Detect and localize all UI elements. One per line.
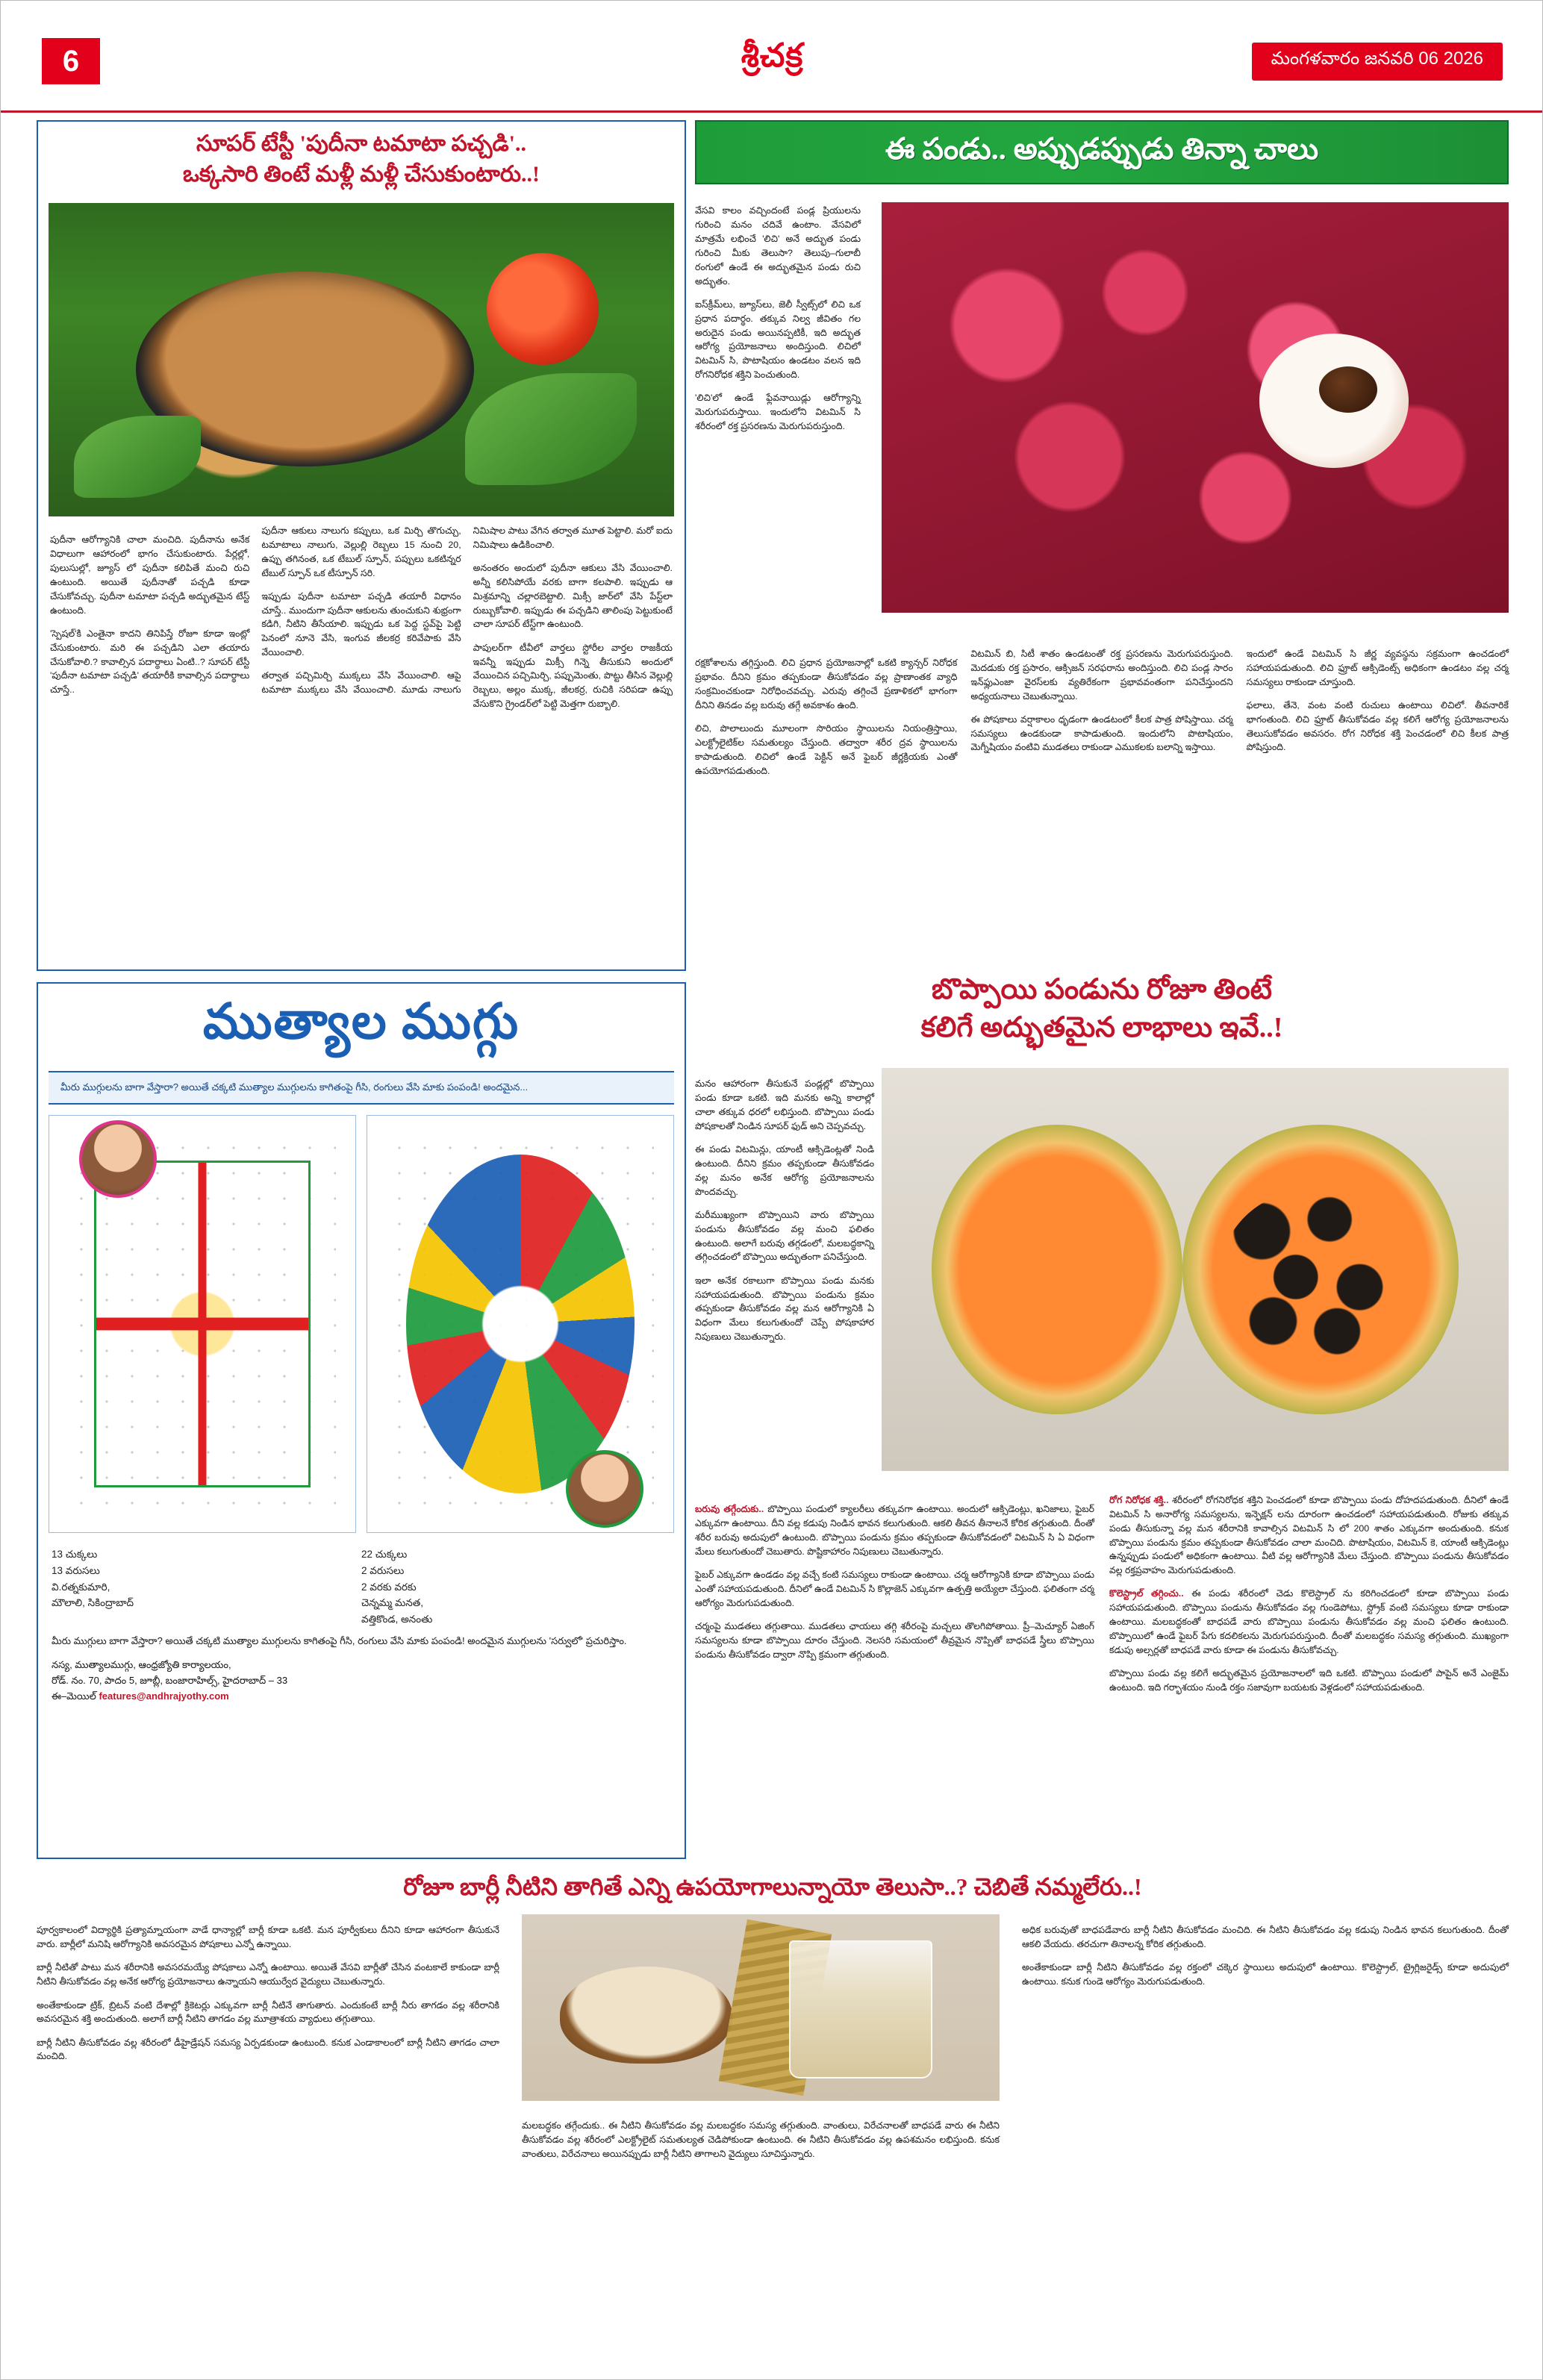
papaya-headline-line1: బొప్పాయి పండును రోజూ తింటే [931,974,1272,1005]
credit-line: వత్తికొండ, అనంతు [361,1614,433,1625]
barley-columns [37,1914,1509,2332]
barley-column-2 [522,2110,1000,2332]
litchi-banner [695,120,1509,184]
barley-paragraph: అంతేకాకుండా బార్లీ నీటిని తీసుకోవడం వల్ల రక్తంలో చక్కెర స్థాయిలు అదుపులో ఉంటాయి. కొలెస్ట్రాల్, ట్రైగ్లిజరైడ్స్ కూడా అదుపులో ఉంటాయి. కనుక గుండె ఆరోగ్యం మెరుగుపడుతుంది. [1022,1962,1509,1987]
papaya-paragraph: చర్మంపై ముడతలు తగ్గుతాయి. ముడతలు ఛాయలు తగ్గి శరీరంపై మచ్చలు తొలగిపోతాయి. ప్రీ–మెచ్యూర్ ఏజింగ్ సమస్యలను కూడా బొప్పాయి దూరం చేస్తుంది. నెలసరి సమయంలో తీవ్రమైన నొప్పితో బాధపడే స్త్రీలు బొప్పాయి పండును తీసుకోవడం ద్వారా నొప్పి క్రమంగా తగ్గుతుంది. [695,1621,1094,1660]
article-papaya [695,971,1509,1859]
chutney-paragraph: తర్వాత పచ్చిమిర్చి ముక్కలు వేసి వేయించాలి. ఆపై టమాటా ముక్కలు వేసి వేయించాలి. మూడు నాలుగు నిమిషాల పాటు వేగిన తర్వాత మూత పెట్టాలి. మరో ఐదు నిమిషాలు ఉడికించాలి. [261,525,673,696]
rangoli-pattern-circular [406,1155,635,1493]
muggu-submission-note: మీరు ముగ్గులు బాగా వేస్తారా? అయితే చక్కటి ముత్యాల ముగ్గులను కాగితంపై గీసి, రంగులు వేసి మాకు పంపండి! అందమైన ముగ్గులను 'సర్వులో' ప్రచురిస్తాం. [52,1635,627,1647]
rangoli-pattern-square [94,1161,311,1487]
article-litchi [695,120,1509,967]
litchi-bottom-columns [695,643,1509,956]
litchi-paragraph: 'లిచి'లో ఉండే ఫ్లేవనాయిడ్లు ఆరోగ్యాన్ని మెరుగుపరుస్తాయి. ఇందులోని విటమిన్ సి శరీరంలో రక్త ప్రసరణను మెరుగుపరుస్తుంది. [695,393,861,431]
chutney-paragraph: పుదీనా ఆకులు నాలుగు కప్పులు, ఒక మిర్చి తొగుచ్చు, టమాటాలు నాలుగు, వెల్లుల్లి రెబ్బలు 15 నుంచి 20, ఉప్పు తగినంత, ఒక టేబుల్ స్పూన్, పప్పులు ఒకటిన్నర టేబుల్ స్పూన్ ఒక టీస్పూన్ సరి. [261,525,461,578]
credit-line: 13 వరుసలు [52,1564,100,1576]
credit-line: 2 వరకు వరకు [361,1581,417,1593]
mint-leaves-right [465,373,637,485]
papaya-subsection-text: ఈ పండు శరీరంలో చెడు కొలెస్ట్రాల్ ను కరిగించడంలో కూడా బొప్పాయి పండు సహాయపడుతుంది. బొప్పాయి పండును తీసుకోవడం వల్ల గుండెపోటు, స్ట్రోక్ వంటి సమస్యలు కూడా రాకుండా ఉంటాయి. మలబద్ధకంతో బాధపడే వారు బొప్పాయి పండును తీసుకోవడం వల్ల మంచి ఫలితం ఉంటుంది. బొప్పాయిలో ఉండే ఫైబర్ పేగు కదలికలను మెరుగుపరుస్తుంది. దీంతో మలబద్ధకం సమస్య తగ్గుతుంది. ముఖ్యంగా కడుపు అల్సర్లతో బాధపడే వారు కూడా ఈ పండును తీసుకోవచ్చు. [1109,1588,1509,1655]
article-barley-water [37,1870,1509,2363]
chutney-paragraph: 'స్పెషల్'కి ఎంతైనా కాదని తినిపిస్తే రోజూ కూడా ఇంట్లో చేసుకుంటారు. మరి ఈ పచ్చడిని ఎలా తయారు చేసుకోవాలి.? కావాల్సిన పదార్థాలు ఏంటి..? సూపర్ టేస్టీ 'పుదీనా టమాటా పచ్చడి' తయారీకి కావాల్సిన పదార్థాలు చూస్తే.. [50,628,250,696]
litchi-banner-text: ఈ పండు.. అప్పుడప్పుడు తిన్నా చాలు [885,131,1319,166]
credit-line: 22 చుక్కలు [361,1548,408,1560]
barley-paragraph: అంతేకాకుండా ట్రిక్, బ్రిటన్ వంటి దేశాల్లో క్రికెటర్లు ఎక్కువగా బార్లీ నీటినే తాగుతారు. ఎందుకంటే బార్లీ నీరు తాగడం వల్ల శరీరానికి అవసరమైన శక్తి అందుతుంది. అలాగే బార్లీ నీటిని తాగడం వల్ల మూత్రాశయ వ్యాధులు తగ్గుతాయి. [37,1999,499,2025]
muggu-credit-right [361,1546,671,1628]
email-row [52,1688,671,1704]
muggu-title [38,984,685,1066]
chutney-paragraph: పుదీనా ఆరోగ్యానికి చాలా మంచిది. పుదీనాను అనేక విధాలుగా ఆహారంలో భాగం చేసుకుంటారు. పేర్లల్లో, పులుసుల్లో, జ్యూస్‌ లో పుదీనా కలిపితే మంచి రుచి ఉంటుంది. అయితే పుదీనాతో పచ్చడి కూడా చేసుకోవచ్చు. పుదీనా టమాటా పచ్చడి అద్భుతమైన టేస్ట్ ఉంటుంది. [50,534,250,616]
rangoli-right [367,1115,674,1533]
papaya-paragraph: మనం ఆహారంగా తీసుకునే పండ్లల్లో బొప్పాయి పండు కూడా ఒకటి. ఇది మనకు అన్ని కాలాల్లో చాలా తక్కువ ధరలో లభిస్తుంది. బొప్పాయి పండు పోషకాలతో నిండిన సూపర్ ఫుడ్ అని చెప్పవచ్చు. [695,1078,874,1131]
credit-line: 13 చుక్కలు [52,1548,98,1560]
email-address[interactable]: features@andhrajyothy.com [99,1690,229,1702]
chutney-paragraph: అనంతరం అందులో పుదీనా ఆకులు వేసి వేయించాలి. అన్నీ కలిసిపోయే వరకు బాగా కలపాలి. ఇప్పుడు ఆ మిశ్రమాన్ని చల్లారబెట్టాలి. మిక్సీ జార్‌లో వేసి పేస్ట్‌లా రుబ్బుకోవాలి. ఇప్పుడు ఈ పచ్చడిని తాలింపు పెట్టుకుంటే చాలా సూపర్ టేస్ట్‌గా ఉంటుంది. [473,563,673,630]
papaya-photo [882,1068,1509,1471]
litchi-paragraph: లిచి, పొలాలుందు మూలంగా సొరియం స్థాయిలను నియంత్రిస్తాయి, ఎలక్ట్రోలైటిక్‌ల సమతుల్యం చేస్తుంది. తద్వారా శరీర ద్రవ స్థాయిలను కాపాడుతుంది. లిచిలో ఉండే పెక్టిన్‌ అనే ఫైబర్ జీర్ణక్రియకు ఎంతో ఉపయోగపడుతుంది. [695,723,958,776]
barley-paragraph: అధిక బరువుతో బాధపడేవారు బార్లీ నీటిని తీసుకోవడం మంచిది. ఈ నీటిని తీసుకోవడం వల్ల కడుపు నిండిన భావన కలుగుతుంది. దీంతో ఆకలి వేయదు. తరచుగా తినాలన్న కోరిక తగ్గుతుంది. [1022,1925,1509,1950]
litchi-paragraph: రక్షకోశాలను తగ్గిస్తుంది. లిచి ప్రధాన ప్రయోజనాల్లో ఒకటి క్యాన్సర్ నిరోధక ప్రభావం. దీనిని క్రమం తప్పకుండా తీసుకోవడం వల్ల ప్రాణాంతక వ్యాధి సంక్రమించకుండా నిరోధించవచ్చు. ఎరువు తగ్గించే ప్రణాళికలో భాగంగా దీనిని తినడం వల్ల బరువు తగ్గే అవకాశం ఉంది. [695,658,958,710]
papaya-subsection-lead: బరువు తగ్గేందుకు.. [695,1504,764,1515]
credit-line: చెన్నమ్మ మనత, [361,1597,423,1609]
barley-drink-glass [789,1940,932,2078]
section-mutyala-muggu [37,982,686,1859]
chutney-headline [38,122,685,199]
papaya-paragraph: ఫైబర్ ఎక్కువగా ఉండడం వల్ల వచ్చే కంటి సమస్యలు రాకుండా ఉంటాయి. చర్మ ఆరోగ్యానికి కూడా బొప్పాయి పండు ఎంతో సహాయపడుతుంది. దీనిలో ఉండే విటమిన్ సి కొల్లాజెన్ ఎక్కువగా ఉత్పత్తి అయ్యేలా చేస్తుంది. ఫలితంగా చర్మ ఆరోగ్యం మెరుగుపడుతుంది. [695,1570,1094,1608]
papaya-seeds [1221,1189,1409,1358]
papaya-bottom-columns [695,1493,1509,1867]
litchi-paragraph: వేసవి కాలం వచ్చిందంటే పండ్ల ప్రియులను గురించి మనం చదివే ఉంటాం. వేసవిలో మాత్రమే లభించే 'లిచి' అనే అద్భుత పండు గురించి మీకు తెలుసా? తెలుపు–గులాబీ రంగులో ఉండే ఈ అద్భుతమైన పండు రుచి అద్భుతం. [695,205,861,287]
barley-bowl-shape [560,1967,732,2064]
muggu-title-text: ముత్యాల ముగ్గు [202,995,520,1049]
muggu-credits [38,1543,685,1628]
muggu-artwork-row [49,1115,674,1533]
papaya-paragraph: ఇలా అనేక రకాలుగా బొప్పాయి పండు మనకు సహాయపడుతుంది. బొప్పాయి పండును క్రమం తప్పకుండా తీసుకోవడం వల్ల మన ఆరోగ్యానికి ఏ విధంగా మేలు కలుగుతుందో చెప్పే పోషకాహార నిపుణులు చెబుతున్నారు. [695,1275,874,1343]
papaya-paragraph: ఈ పండు విటమిన్లు, యాంటీ ఆక్సిడెంట్లతో నిండి ఉంటుంది. దీనిని క్రమం తప్పకుండా తీసుకోవడం వల్ల మనం అనేక ఆరోగ్య ప్రయోజనాలను పొందవచ్చు. [695,1144,874,1197]
issue-date: మంగళవారం జనవరి 06 2026 [1252,43,1503,81]
papaya-subsection-lead: కొలెస్ట్రాల్ తగ్గించు.. [1109,1588,1184,1599]
papaya-subsection [695,1502,1094,1558]
muggu-address [38,1652,685,1711]
masthead [1,1,1543,113]
address-line: నస్య, ముత్యాలముగ్గు, ఆంధ్రజ్యోతి కార్యాలయం, [52,1658,231,1670]
papaya-subsection-text: బొప్పాయి పండులో క్యాలరీలు తక్కువగా ఉంటాయి. అందులో ఆక్సిడెంట్లు, ఖనిజాలు, ఫైబర్ ఎక్కువగా ఉంటాయి. దీని వల్ల కడుపు నిండిన భావన కలుగుతుంది. ఆకలి తీవన తీనాలనే కోరిక తగ్గుతుంది. దీంతో శరీర బరువు అదుపులో ఉంటుంది. బొప్పాయి పండును క్రమం తప్పకుండా తీసుకోవడంలో విటమిన్ సి ఏ విధంగా మేలు కలుగుతుందో చెబుతారు. పొష్టికాహారం నిపుణులు చెబుతున్నారు. [695,1504,1094,1557]
rangoli-left [49,1115,356,1533]
chutney-body [38,524,685,720]
chutney-paragraph: పాపులర్‌గా టీవీలో వార్తలు స్టోరీల వార్తల రాజకీయ ఇవన్నీ ఇప్పుడు మిక్సీ గిన్నె తీసుకుని అందులో వేయించిన పచ్చిమిర్చి, పప్పుమెంతు, పొట్టు తీసిన వెల్లుల్లి రెబ్బలు, అల్లం ముక్క, జీలకర్ర, రుచికి సరిపడా ఉప్పు వేసుకొని గ్రైండర్‌లో పెట్టి మెత్తగా రుబ్బాలి. [473,642,673,710]
chutney-paragraph: ఇప్పుడు పుదీనా టమాటా పచ్చడి తయారీ విధానం చూస్తే.. ముందుగా పుదీనా ఆకులను తుంచుకుని శుభ్రంగా కడిగి, నీటిని తీసేయాలి. ఇప్పుడు ఒక పెద్ద స్టవ్‌పై పెట్టి పెనంలో నూనె వేసి, ఇంగువ జీలకర్ర కరివేపాకు వేసి వేయించాలి. [261,590,461,658]
barley-paragraph: బార్లీ నీటిని తీసుకోవడం వల్ల శరీరంలో డీహైడ్రేషన్ సమస్య ఏర్పడకుండా ఉంటుంది. కనుక ఎండాకాలంలో బార్లీ నీటిని తాగడం చాలా మంచిది. [37,2037,499,2062]
litchi-paragraph: ఇందులో ఉండే విటమిన్ సి జీర్ణ వ్యవస్థను సక్రమంగా ఉంచడంలో సహాయపడుతుంది. లిచి ఫ్రూట్‌ ఆక్సిడెంట్స్ అధికంగా ఉండటం వల్ల చర్మ సమస్యలు రాకుండా చూస్తుంది. [1246,649,1509,687]
tomato-rose-garnish [487,253,599,365]
credit-line: మౌలాలి, సికింద్రాబాద్ [52,1597,134,1609]
papaya-half-left [932,1125,1182,1415]
litchi-paragraph: ఫలాలు, తేనె, వంట వంటి రుచులు ఉంటాయి లిచిలో. తీవనారికే భాగంతుంది. లిచి ఫ్రూట్‌ తీసుకోవడం వల్ల కలిగే ఆరోగ్య ప్రయోజనాలను తెలుసుకోవడం అవసరం. రోగ నిరోధక శక్తి పెంచడంలో లిచి కీలక పాత్ర పోషిస్తుంది. [1246,699,1509,753]
chutney-photo [49,203,674,516]
papaya-subsection-text: శరీరంలో రోగనిరోధక శక్తిని పెంచడంలో కూడా బొప్పాయి పండు దోహదపడుతుంది. దీనిలో ఉండే విటమిన్ సి అనారోగ్య సమస్యలను, ఇన్ఫెక్షన్ లను దూరంగా ఉంచడంలో సహాయపడుతుంది. రోజుకు తక్కువ పండు తీసుకున్నా వల్ల మన శరీరానికి కావాల్సిన విటమిన్ సి లో 200 శాతం ఎక్కువగా అందుతుంది. కనుక బొప్పాయి పండును క్రమం తప్పకుండా తీసుకోవడం చాలా మంచిది. పొటాషియం, విటమిన్ కె, యాంటీ ఆక్సిడెంట్లు ఉన్నప్పుడు పండులో అధికంగా ఉంటాయి. వీటి వల్ల ఆరోగ్యానికి మేలు చేస్తుంది. బొప్పాయి పండును తీసుకోవడం వల్ల రక్తప్రవాహం మెరుగుపడుతుంది. [1109,1495,1509,1576]
barley-paragraph: మలబద్ధకం తగ్గేందుకు.. ఈ నీటిని తీసుకోవడం వల్ల మలబద్ధకం సమస్య తగ్గుతుంది. వాంతులు, విరేచనాలతో బాధపడే వారు ఈ నీటిని తీసుకోవడం వల్ల శరీరంలో ఎలక్ట్రోలైట్ సమతుల్యత చెడిపోకుండా ఉంటుంది. ఈ నీటిని తీసుకోవడం వల్ల ఉపశమనం లభిస్తుంది. కనుక వాంతులు, విరేచనాలు అయినప్పుడు బార్లీ నీటిని తాగాలని వైద్యులు సూచిస్తున్నారు. [522,2120,1000,2160]
barley-photo [522,1914,1000,2101]
barley-paragraph: బార్లీ నీటితో పాటు మన శరీరానికి అవసరమయ్యే పోషకాలు ఎన్నో ఉంటాయి. అయితే వేసవి బార్లీతో చేసిన వంటకాలే కాకుండా బార్లీ నీటిని తీసుకోవడం వల్ల అనేక ఆరోగ్య ప్రయోజనాలు ఉన్నాయని ఆయుర్వేద వైద్యులు చెబుతున్నారు. [37,1962,499,1987]
publication-logo: శ్రీచక్ర [741,37,804,74]
litchi-paragraph: ఐస్‌క్రీమ్‌లు, జ్యూస్‌లు, జెలీ స్వీట్స్‌లో లిచి ఒక ప్రధాన పదార్థం. తక్కువ నిల్వ జీవితం గల అరుదైన పండు అయినప్పటికీ, ఇది అద్భుత ఆరోగ్య ప్రయోజనాలు అందిస్తుంది. లిచిలో విటమిన్ సి, పొటాషియం ఉండటం వలన ఇది రోగనిరోధక శక్తిని పెంచుతుంది. [695,299,861,381]
papaya-subsection [1109,1493,1509,1578]
litchi-paragraph: ఈ పోషకాలు వర్షాకాలం ధృడంగా ఉండటంలో కీలక పాత్ర పోషిస్తాయి. చర్మ సమస్యలు ఉండకుండా కాపాడుతుంది. ఇందులోని పొటాషియం, మెగ్నీషియం వంటివి ముడతలు రాకుండా ఎముకలకు బలాన్ని ఇస్తాయి. [970,713,1233,753]
papaya-headline-line2: కలిగే అద్భుతమైన లాభాలు ఇవే..! [920,1012,1283,1044]
address-line: రోడ్. నం. 70, పాదం 5, జూబ్లీ, బంజారాహిల్స్, హైదరాబాద్ – 33 [52,1674,288,1686]
barley-column-1 [37,1914,499,2332]
barley-paragraph: పూర్వకాలంలో విద్యార్థికి ప్రత్యామ్నాయంగా వాడే ధాన్యాల్లో బార్లీ కూడా ఒకటి. మన పూర్వీకులు దీనిని కూడా ఆహారంగా తీసుకునే వారు. బార్లీలో మనిషి ఆరోగ్యానికి అవసరమైన పోషకాలు ఎన్నో ఉన్నాయి. [37,1925,499,1950]
muggu-credit-left [52,1546,361,1628]
credit-line: 2 వరుసలు [361,1564,405,1576]
email-label: ఈ–మెయిల్ [52,1690,96,1702]
papaya-paragraph: బొప్పాయి పండు వల్ల కలిగే అద్భుతమైన ప్రయోజనాలలో ఇది ఒకటి. బొప్పాయి పండులో పాపైన్ అనే ఎంజైమ్ ఉంటుంది. ఇది గర్భాశయం నుండి రక్తం సజావుగా బయటకు వెళ్లడంలో సహాయపడుతుంది. [1109,1668,1509,1693]
papaya-subsection [1109,1587,1509,1657]
litchi-photo [882,202,1509,613]
barley-column-3 [1022,1914,1509,2332]
credit-line: వి.రత్నకుమారి, [52,1581,110,1593]
muggu-subtitle: మీరు ముగ్గులను బాగా వేస్తారా? అయితే చక్కటి ముత్యాల ముగ్గులను కాగితంపై గీసి, రంగులు వేసి మాకు పంపండి! అందమైన... [49,1071,674,1105]
litchi-seed-shape [1319,366,1377,413]
chutney-headline-line1: సూపర్ టేస్టీ 'పుదీనా టమాటా పచ్చడి'.. [196,131,526,156]
papaya-headline [695,971,1509,1052]
barley-headline [37,1870,1509,1914]
barley-headline-text: రోజూ బార్లీ నీటిని తాగితే ఎన్ని ఉపయోగాలున్నాయో తెలుసా..? చెబితే నమ్మలేరు..! [403,1873,1142,1900]
papaya-paragraph: మరీముఖ్యంగా బొప్పాయిని వారు బొప్పాయి పండును తీసుకోవడం వల్ల మంచి ఫలితం ఉంటుంది. అలాగే బరువు తగ్గడంలో, మలబద్ధకాన్ని తగ్గించడంలో బొప్పాయి అద్భుతంగా పనిచేస్తుంది. [695,1209,874,1263]
page-number: 6 [42,38,100,84]
litchi-paragraph: విటమిన్ బి, సిటీ శాతం ఉండటంతో రక్త ప్రసరణను మెరుగుపరుస్తుంది. మెదడుకు రక్త ప్రసారం, ఆక్సిజన్ సరఫరాను అందిస్తుంది. లిచి పండ్ల సారం ఇన్‌ఫ్లుఎంజా వైరస్‌లకు వ్యతిరేకంగా ప్రభావవంతంగా పనిచేస్తుందని అధ్యయనాలు చెబుతున్నాయి. [970,649,1233,702]
papaya-subsection-lead: రోగ నిరోధక శక్తి.. [1109,1495,1169,1505]
contributor-avatar-1 [79,1120,157,1198]
mint-leaves-left [74,416,201,498]
chutney-headline-line2: ఒక్కసారి తింటే మళ్లీ మళ్లీ చేసుకుంటారు..! [182,161,540,187]
article-mint-tomato-chutney [37,120,686,971]
contributor-avatar-2 [566,1450,643,1528]
